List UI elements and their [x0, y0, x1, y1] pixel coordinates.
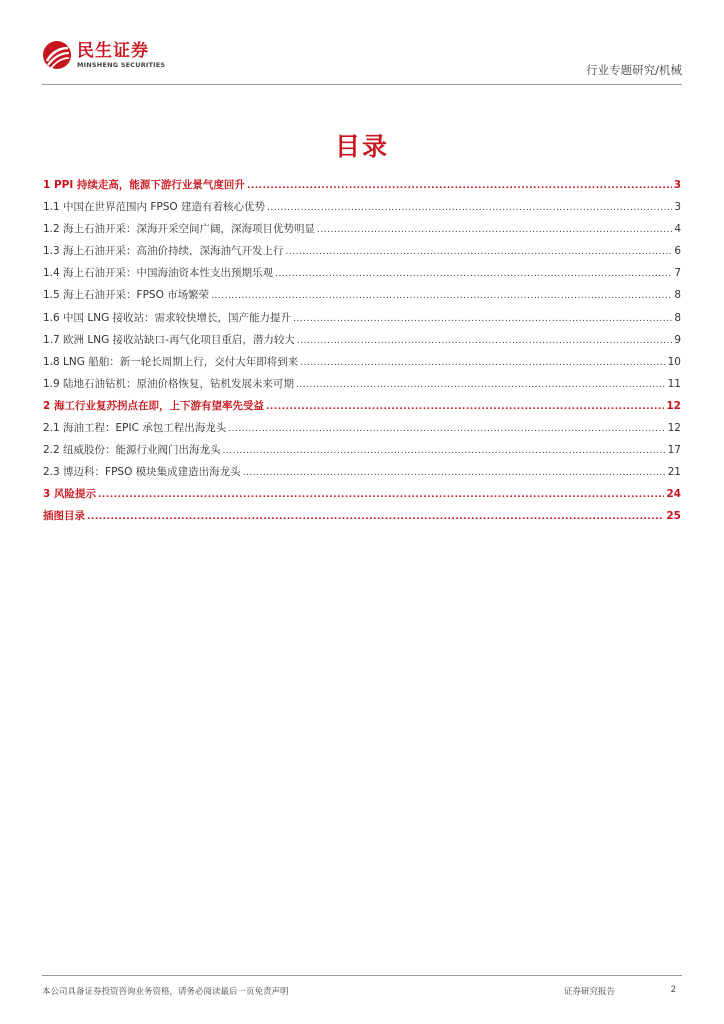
minsheng-logo-icon — [42, 40, 72, 70]
report-category: 行业专题研究/机械 — [586, 63, 682, 77]
toc-entry[interactable] — [43, 373, 681, 395]
table-of-contents — [43, 174, 681, 528]
toc-entry-page[interactable]: 12 — [666, 399, 681, 412]
footer-report-type: 证券研究报告 — [564, 987, 616, 997]
toc-entry-label[interactable]: 插图目录 — [43, 510, 85, 523]
toc-leader-dots — [317, 219, 672, 241]
toc-entry-label[interactable]: 1.6 中国 LNG 接收站：需求较快增长，国产能力提升 — [43, 311, 292, 324]
toc-entry-label[interactable]: 1.1 中国在世界范围内 FPSO 建造有着核心优势 — [43, 201, 266, 214]
toc-leader-dots — [243, 462, 666, 484]
toc-leader-dots — [267, 197, 672, 219]
toc-entry-page[interactable]: 24 — [666, 488, 681, 501]
toc-entry-label[interactable]: 2 海工行业复苏拐点在即，上下游有望率先受益 — [43, 399, 264, 412]
logo-chinese-name: 民生证券 — [77, 40, 149, 61]
toc-entry[interactable] — [43, 307, 681, 329]
toc-entry-label[interactable]: 1 PPI 持续走高，能源下游行业景气度回升 — [43, 179, 245, 191]
toc-entry[interactable] — [43, 262, 681, 284]
toc-entry-page[interactable]: 8 — [674, 311, 681, 324]
toc-entry-label[interactable]: 1.7 欧洲 LNG 接收站缺口-再气化项目重启，潜力较大 — [43, 333, 295, 346]
toc-entry-label[interactable]: 1.5 海上石油开采：FPSO 市场繁荣 — [43, 289, 210, 302]
toc-entry-page[interactable]: 21 — [667, 466, 681, 479]
toc-entry[interactable] — [43, 196, 681, 218]
toc-entry-page[interactable]: 9 — [674, 333, 681, 346]
toc-entry[interactable] — [43, 240, 681, 262]
toc-entry[interactable] — [43, 417, 681, 439]
toc-entry-label[interactable]: 3 风险提示 — [43, 488, 96, 501]
toc-leader-dots — [228, 418, 665, 440]
toc-leader-dots — [211, 285, 672, 307]
toc-leader-dots — [286, 241, 673, 263]
toc-leader-dots — [300, 352, 665, 374]
toc-entry-page[interactable]: 17 — [667, 444, 681, 457]
company-logo — [42, 40, 165, 70]
page-header — [42, 40, 682, 85]
toc-entry[interactable] — [43, 284, 681, 306]
toc-leader-dots — [293, 308, 672, 330]
page-number: 2 — [670, 985, 676, 995]
toc-leader-dots — [247, 175, 672, 197]
toc-entry-label[interactable]: 2.1 海油工程：EPIC 承包工程出海龙头 — [43, 422, 227, 435]
toc-entry-page[interactable]: 25 — [666, 510, 681, 523]
toc-entry-page[interactable]: 7 — [674, 267, 681, 280]
toc-title: 目录 — [334, 132, 389, 161]
toc-leader-dots — [297, 330, 672, 352]
toc-entry[interactable] — [43, 439, 681, 461]
toc-entry-page[interactable]: 10 — [667, 355, 681, 368]
toc-entry[interactable] — [43, 483, 681, 505]
toc-entry-label[interactable]: 1.8 LNG 船舶：新一轮长周期上行，交付大年即将到来 — [43, 355, 299, 368]
toc-entry-page[interactable]: 8 — [674, 289, 681, 302]
toc-leader-dots — [275, 263, 672, 285]
toc-leader-dots — [87, 506, 664, 528]
toc-leader-dots — [296, 374, 666, 396]
page-footer — [42, 975, 682, 1006]
toc-entry-label[interactable]: 2.2 纽威股份：能源行业阀门出海龙头 — [43, 444, 221, 457]
toc-entry[interactable] — [43, 351, 681, 373]
logo-english-name: MINSHENG SECURITIES — [77, 60, 166, 69]
toc-entry[interactable] — [43, 395, 681, 417]
toc-entry-label[interactable]: 2.3 博迈科：FPSO 模块集成建造出海龙头 — [43, 466, 241, 479]
toc-entry-page[interactable]: 3 — [673, 179, 681, 191]
toc-leader-dots — [98, 484, 664, 506]
toc-entry-label[interactable]: 1.4 海上石油开采：中国海油资本性支出预期乐观 — [43, 267, 274, 280]
toc-entry[interactable] — [43, 174, 681, 196]
toc-entry[interactable] — [43, 329, 681, 351]
toc-leader-dots — [223, 440, 666, 462]
toc-entry[interactable] — [43, 218, 681, 240]
footer-disclaimer: 本公司具备证券投资咨询业务资格，请务必阅读最后一页免责声明 — [42, 987, 289, 997]
toc-entry-label[interactable]: 1.9 陆地石油钻机：原油价格恢复，钻机发展未来可期 — [43, 377, 295, 390]
toc-leader-dots — [266, 396, 664, 418]
toc-entry-label[interactable]: 1.3 海上石油开采：高油价持续，深海油气开发上行 — [43, 245, 284, 258]
toc-entry[interactable] — [43, 461, 681, 483]
toc-entry-page[interactable]: 4 — [674, 223, 681, 236]
toc-entry-page[interactable]: 12 — [667, 422, 681, 435]
toc-entry-page[interactable]: 6 — [674, 245, 681, 258]
toc-entry-label[interactable]: 1.2 海上石油开采：深海开采空间广阔，深海项目优势明显 — [43, 223, 316, 236]
toc-entry-page[interactable]: 11 — [667, 377, 681, 390]
toc-entry-page[interactable]: 3 — [674, 201, 681, 214]
toc-entry[interactable] — [43, 505, 681, 527]
